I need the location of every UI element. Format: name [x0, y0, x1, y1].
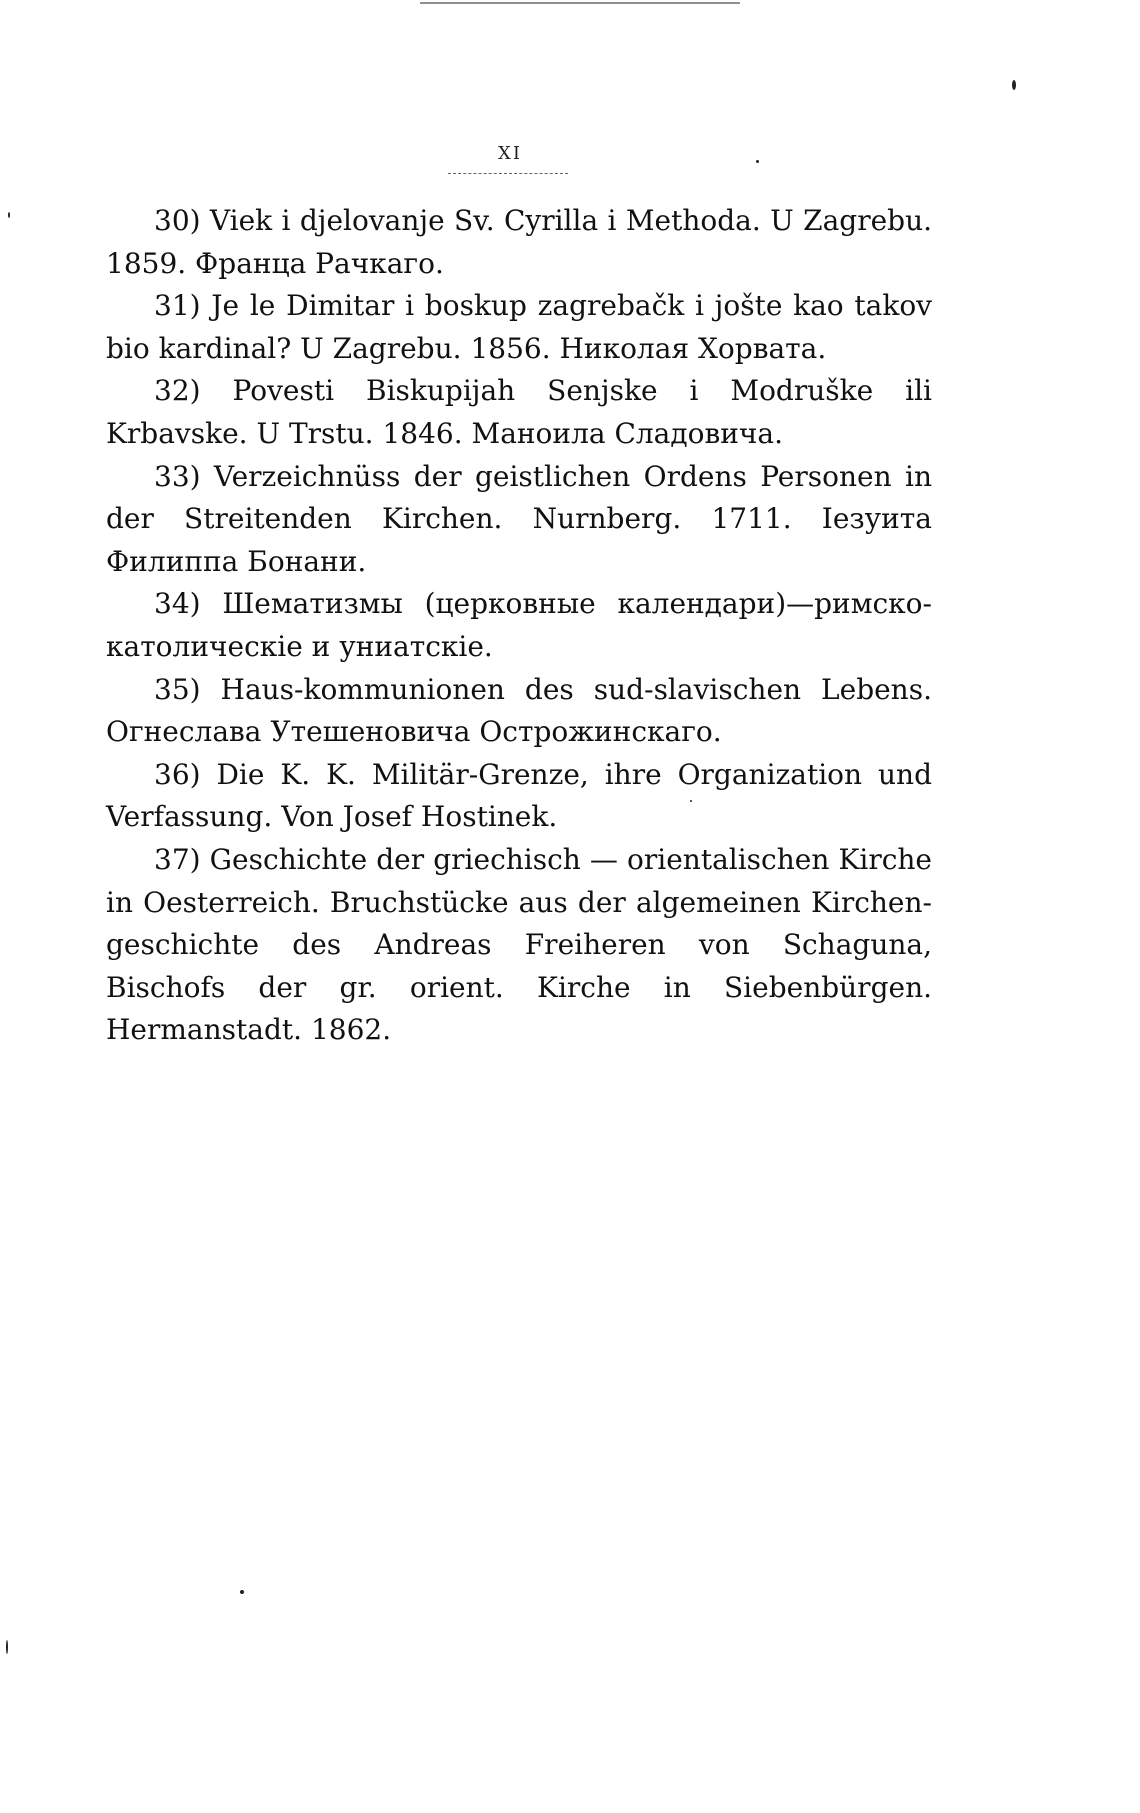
entry-32: 32) Povesti Biskupijah Senjske i Modruške ili Krbavske. U Trstu. 1846. Маноила Сладовича.	[106, 374, 932, 450]
entry-34: 34) Шематизмы (церковные календари)—римско-католическiе и униатскiе.	[106, 587, 932, 663]
entry-33: 33) Verzeichnüss der geistlichen Ordens Personen in der Streitenden Kirchen. Nurnberg. 1711. Iезуита Филиппа Бонани.	[106, 459, 932, 578]
scan-speck	[690, 800, 692, 802]
scan-speck	[240, 1590, 244, 1594]
scan-speck	[6, 1640, 8, 1654]
bibliography-list	[106, 200, 932, 1052]
page-number-rule	[448, 173, 568, 174]
entry-31: 31) Je le Dimitar i boskup zagrebačk i jošte kao takov bio kardinal? U Zagrebu. 1856. Николая Хорвата.	[106, 289, 932, 365]
entry-30: 30) Viek i djelovanje Sv. Cyrilla i Methoda. U Zagrebu. 1859. Франца Рачкаго.	[106, 204, 932, 280]
top-edge-rule	[420, 2, 740, 4]
entry-37: 37) Geschichte der griechisch — orientalischen Kirche in Oesterreich. Bruchstücke aus der algemeinen Kirchen-geschichte des Andreas Freiheren von Schaguna, Bischofs der gr. orient. Kirche in Siebenbürgen. Hermanstadt. 1862.	[106, 842, 932, 1047]
scan-speck	[756, 160, 759, 163]
page-number: XI	[498, 143, 522, 164]
scan-speck	[8, 212, 10, 218]
scan-speck	[1012, 80, 1016, 90]
entry-35: 35) Haus-kommunionen des sud-slavischen Lebens. Огнеслава Утешеновича Острожинскаго.	[106, 672, 932, 749]
entry-36: 36) Die K. K. Militär-Grenze, ihre Organization und Verfassung. Von Josef Hostinek.	[106, 757, 932, 834]
